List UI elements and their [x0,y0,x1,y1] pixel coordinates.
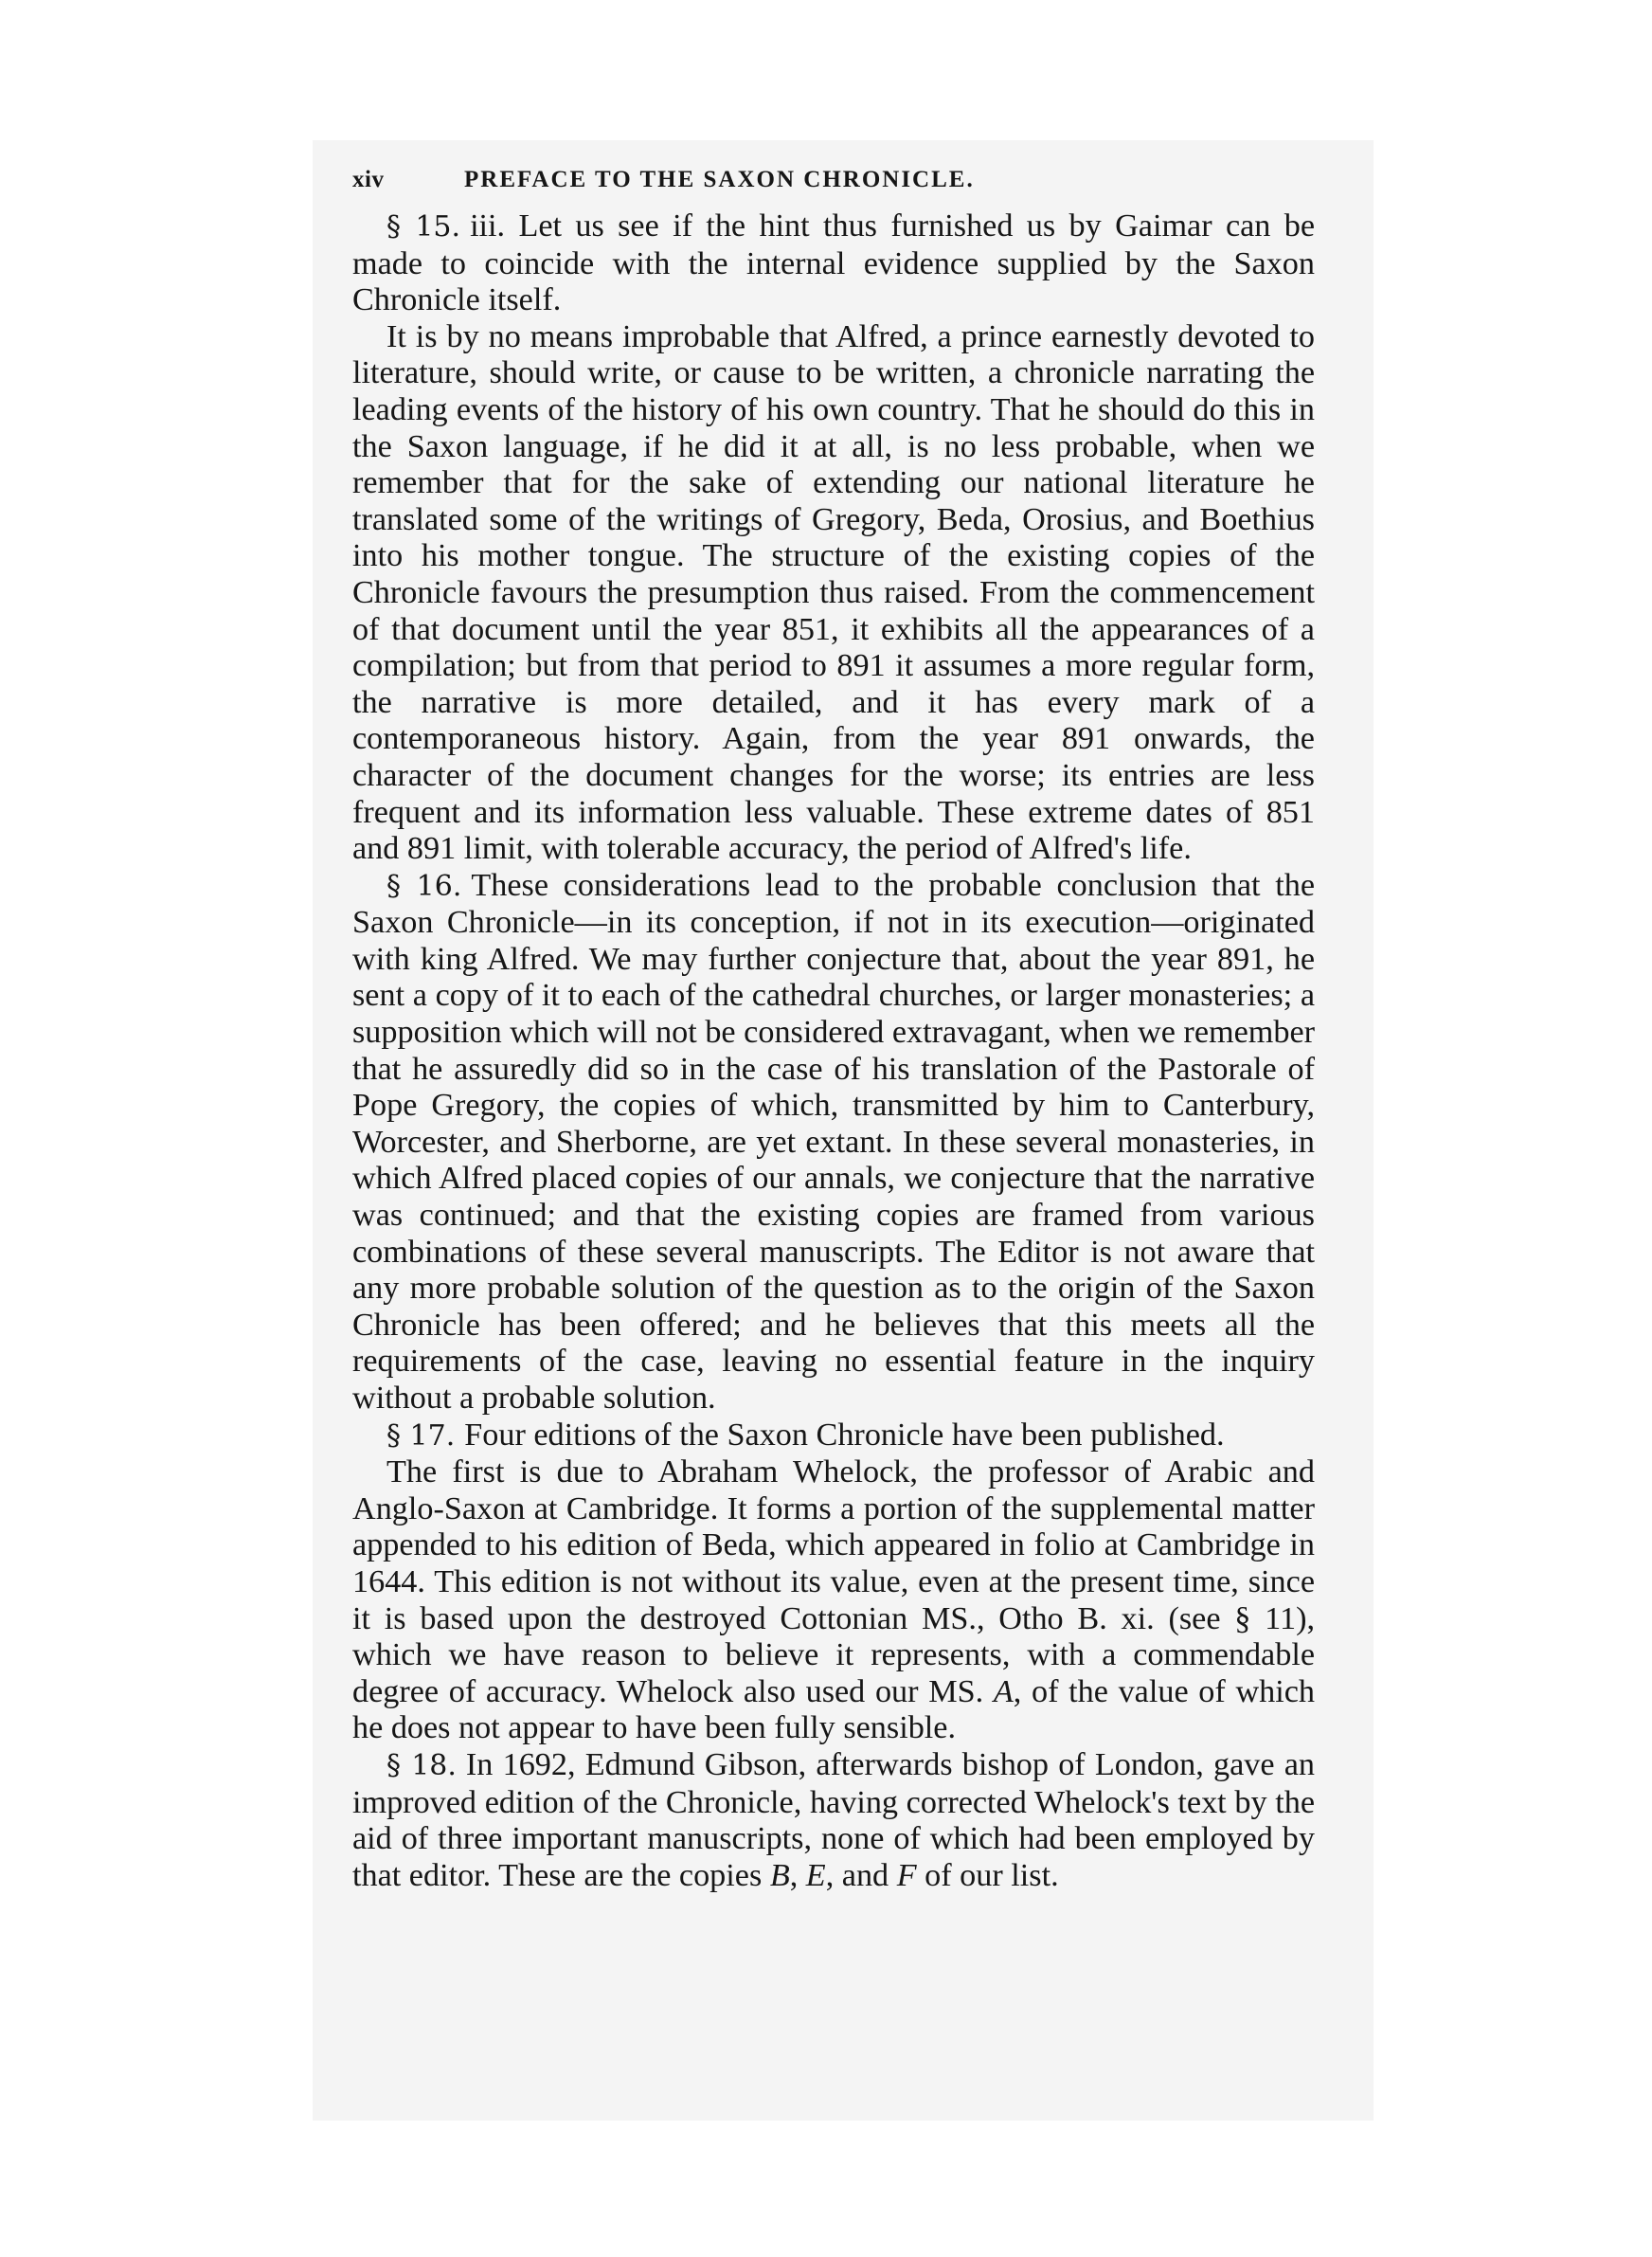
section-18-paragraph [352,1747,1315,1894]
manuscript-letter: B [769,1857,790,1893]
book-page [352,167,1315,1894]
section-15-paragraph [352,208,1315,319]
section-number: § 15. [386,210,461,244]
manuscript-letter: F [896,1857,917,1893]
separator: , [789,1857,806,1893]
running-title: PREFACE TO THE SAXON CHRONICLE. [464,167,975,192]
section-text: iii. Let us see if the hint thus furnished us by Gaimar can be made to coincide with the internal evidence supplied by the Saxon Chronicle itself. [352,208,1316,318]
section-17-first-line [352,1417,1315,1455]
section-text-end: , of the value of which he does not appear to have been fully sensible. [352,1673,1316,1746]
page-number: xiv [352,167,385,192]
manuscript-letter: E [805,1857,826,1893]
section-number: § 18. [386,1748,457,1782]
section-text: These considerations lead to the probable conclusion that the Saxon Chronicle—in its conception, if not in its execution—originated with king Alfred. We may further conjecture that, about the year 891, he sent a copy of it to each of the cathedral churches, or larger monasteries; a supposition which will not be considered extravagant, when we remember that he assuredly did so in the case of his translation of the Pastorale of Pope Gregory, the copies of which, transmitted by him to Canterbury, Worcester, and Sherborne, are yet extant. In these several monasteries, in which Alfred placed copies of our annals, we conjecture that the narrative was continued; and that the existing copies are framed from various combinations of these several manuscripts. The Editor is not aware that any more probable solution of the question as to the origin of the Saxon Chronicle has been offered; and he believes that this meets all the requirements of the case, leaving no essential feature in the inquiry without a probable solution. [352,867,1315,1416]
section-number: § 16. [386,869,462,903]
manuscript-letter: A [993,1673,1014,1709]
separator: , and [825,1857,897,1893]
section-text: Four editions of the Saxon Chronicle have been published. [464,1417,1225,1453]
section-text: The first is due to Abraham Whelock, the professor of Arabic and Anglo-Saxon at Cambridge. It forms a portion of the supplemental matter appended to his edition of Beda, which appeared in folio at Cambridge in 1644. This edition is not without its value, even at the present time, since it is based upon the destroyed Cottonian MS., Otho B. xi. (see § 11), which we have reason to believe it represents, with a commendable degree of accuracy. Whelock also used our MS. [352,1454,1315,1709]
running-header [352,167,1315,208]
alfred-paragraph: It is by no means improbable that Alfred, a prince earnestly devoted to literature, should write, or cause to be written, a chronicle narrating the leading events of the history of his own country. That he should do this in the Saxon language, if he did it at all, is no less probable, when we remember that for the sake of extending our national literature he translated some of the writings of Gregory, Beda, Orosius, and Boethius into his mother tongue. The structure of the existing copies of the Chronicle favours the presumption thus raised. From the commencement of that document until the year 851, it exhibits all the appearances of a compilation; but from that period to 891 it assumes a more regular form, the narrative is more detailed, and it has every mark of a contemporaneous history. Again, from the year 891 onwards, the character of the document changes for the worse; its entries are less frequent and its information less valuable. These extreme dates of 851 and 891 limit, with tolerable accuracy, the period of Alfred's life. [352,318,1315,867]
body-text [352,208,1315,1894]
section-text-end: of our list. [916,1857,1059,1893]
section-number: § 17. [386,1418,456,1453]
section-17-paragraph [352,1454,1315,1747]
section-text: In 1692, Edmund Gibson, afterwards bishop of London, gave an improved edition of the Chronicle, having corrected Whelock's text by the aid of three important manuscripts, none of which had been employed by that editor. These are the copies [352,1746,1315,1893]
section-16-paragraph [352,868,1315,1417]
